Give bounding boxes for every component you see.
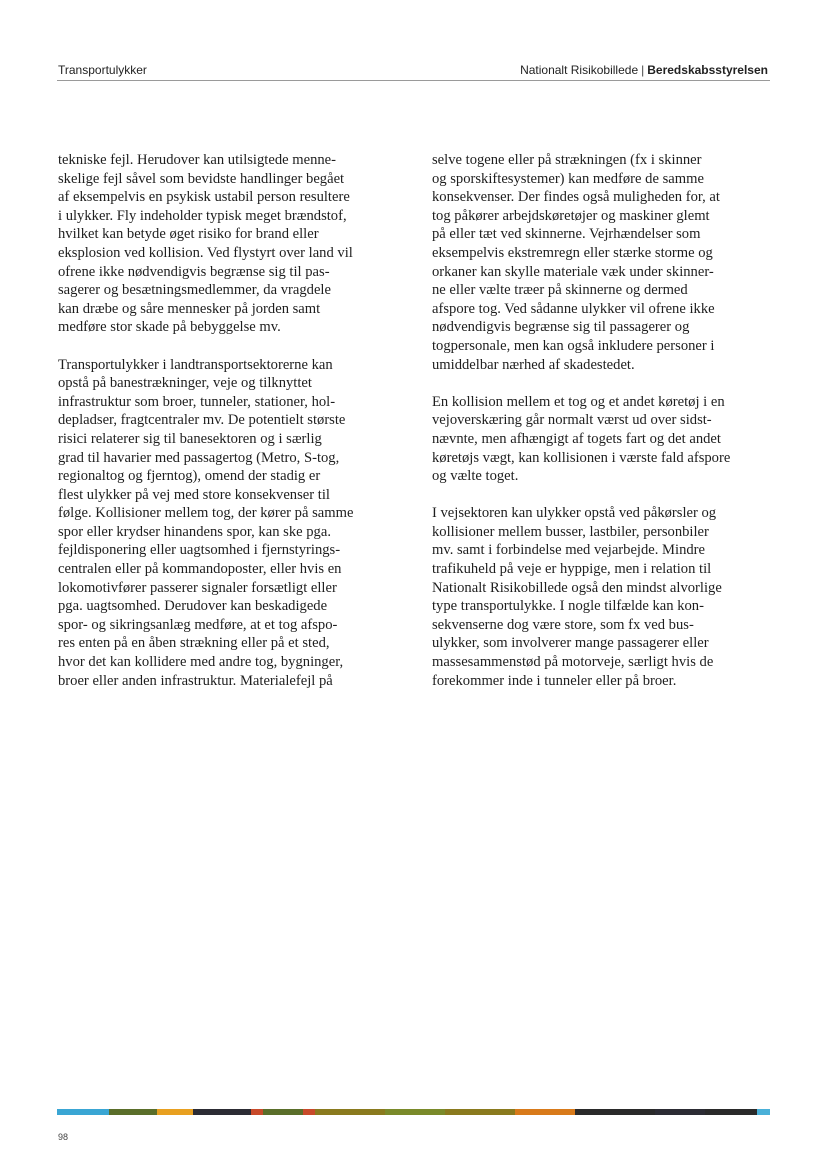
footer-bar-segment — [193, 1109, 251, 1115]
text-line: togpersonale, men kan også inkludere personer i — [432, 337, 715, 354]
text-line: hvilket kan betyde øget risiko for brand eller — [58, 226, 319, 243]
header-section-title: Transportulykker — [58, 63, 147, 77]
text-line: kollisioner mellem busser, lastbiler, personbiler — [432, 523, 709, 540]
header-separator: | — [641, 63, 645, 77]
footer-bar-segment — [575, 1109, 655, 1115]
text-line: nødvendigvis begrænse sig til passagerer og — [432, 319, 690, 336]
text-line: centralen eller på kommandoposter, eller hvis en — [58, 561, 342, 578]
paragraph — [432, 151, 772, 374]
footer-bar-segment — [705, 1109, 757, 1115]
text-line: spor- og sikringsanlæg medføre, at et tog afspo- — [58, 616, 338, 633]
footer-color-bar — [57, 1109, 770, 1115]
text-line: medføre stor skade på bebyggelse mv. — [58, 319, 281, 336]
text-line: ofrene ikke nødvendigvis begrænse sig til pas- — [58, 263, 330, 280]
text-line: tekniske fejl. Herudover kan utilsigtede menne- — [58, 152, 337, 168]
text-line: res enten på en åben strækning eller på et sted, — [58, 635, 330, 652]
footer-bar-segment — [315, 1109, 385, 1115]
text-line: følge. Kollisioner mellem tog, der kører på samme — [58, 505, 354, 522]
text-line: nævnte, men afhængigt af togets fart og det andet — [432, 430, 721, 447]
footer-bar-segment — [515, 1109, 575, 1115]
text-line: Transportulykker i landtransportsektorerne kan — [58, 356, 333, 373]
text-line: i ulykker. Fly indeholder typisk meget brændstof, — [58, 207, 347, 224]
text-line: forekommer inde i tunneler eller på broer. — [432, 672, 677, 689]
text-line: og vælte toget. — [432, 468, 519, 485]
running-header — [57, 60, 770, 81]
text-line: hvor det kan kollidere med andre tog, bygninger, — [58, 654, 344, 671]
header-publication-info — [520, 63, 768, 77]
paragraph — [58, 151, 398, 337]
paragraph — [432, 504, 772, 690]
text-line: køretøjs vægt, kan kollisionen i værste fald afspore — [432, 449, 731, 466]
text-column-right — [432, 151, 772, 709]
footer-bar-segment — [57, 1109, 109, 1115]
text-line: spor eller krydser hinandens spor, kan ske pga. — [58, 523, 331, 540]
footer-bar-segment — [109, 1109, 157, 1115]
footer-bar-segment — [385, 1109, 445, 1115]
footer-bar-segment — [251, 1109, 263, 1115]
text-line: sagerer og besætningsmedlemmer, da vragdele — [58, 282, 331, 299]
text-line: grad til havarier med passagertog (Metro, S-tog, — [58, 449, 340, 466]
text-line: regionaltog og fjerntog), omend der stadig er — [58, 468, 321, 485]
text-line: flest ulykker på vej med store konsekvenser til — [58, 486, 330, 503]
paragraph — [58, 356, 398, 691]
text-line: afspore tog. Ved sådanne ulykker vil ofrene ikke — [432, 300, 715, 317]
text-line: og sporskiftesystemer) kan medføre de samme — [432, 170, 704, 187]
text-line: eksplosion ved kollision. Ved flystyrt over land vil — [58, 244, 353, 261]
text-line: umiddelbar nærhed af skadestedet. — [432, 356, 635, 373]
footer-bar-segment — [445, 1109, 515, 1115]
footer-bar-segment — [303, 1109, 315, 1115]
text-line: vejoverskæring går normalt værst ud over sidst- — [432, 412, 712, 429]
text-line: konsekvenser. Der findes også muligheden for, at — [432, 189, 720, 206]
text-column-left — [58, 151, 398, 709]
footer-bar-segment — [263, 1109, 303, 1115]
text-line: fejldisponering eller uagtsomhed i fjernstyrings- — [58, 542, 341, 559]
text-line: infrastruktur som broer, tunneler, stationer, hol- — [58, 393, 336, 410]
text-line: af eksempelvis en psykisk ustabil person resultere — [58, 189, 350, 206]
header-publication: Nationalt Risikobillede — [520, 63, 639, 77]
text-line: depladser, fragtcentraler mv. De potentielt største — [58, 412, 346, 429]
text-line: mv. samt i forbindelse med vejarbejde. Mindre — [432, 542, 706, 559]
text-line: tog påkører arbejdskøretøjer og maskiner glemt — [432, 207, 710, 224]
text-line: orkaner kan skylle materiale væk under skinner- — [432, 263, 714, 280]
text-line: sekvenserne dog være store, som fx ved bus- — [432, 616, 694, 633]
text-line: kan dræbe og såre mennesker på jorden samt — [58, 300, 321, 317]
footer-bar-segment — [655, 1109, 705, 1115]
header-organization: Beredskabsstyrelsen — [647, 63, 768, 77]
text-line: selve togene eller på strækningen (fx i skinner — [432, 152, 702, 168]
text-line: En kollision mellem et tog og et andet køretøj i en — [432, 393, 725, 410]
text-line: pga. uagtsomhed. Derudover kan beskadigede — [58, 598, 328, 615]
text-line: eksempelvis ekstremregn eller stærke storme og — [432, 244, 713, 261]
text-line: opstå på banestrækninger, veje og tilknyttet — [58, 375, 312, 392]
text-line: massesammenstød på motorveje, særligt hvis de — [432, 654, 714, 671]
text-line: lokomotivfører passerer signaler forsætligt eller — [58, 579, 337, 596]
footer-bar-segment — [757, 1109, 770, 1115]
text-line: broer eller anden infrastruktur. Materialefejl på — [58, 672, 333, 689]
text-line: trafikuheld på veje er hyppige, men i relation til — [432, 561, 712, 578]
text-line: på eller tæt ved skinnerne. Vejrhændelser som — [432, 226, 701, 243]
page-number: 98 — [58, 1132, 69, 1142]
text-line: I vejsektoren kan ulykker opstå ved påkørsler og — [432, 505, 717, 522]
text-line: type transportulykke. I nogle tilfælde kan kon- — [432, 598, 704, 615]
text-line: ulykker, som involverer mange passagerer eller — [432, 635, 709, 652]
paragraph — [432, 393, 772, 486]
text-line: risici relaterer sig til banesektoren og i særlig — [58, 430, 322, 447]
text-line: skelige fejl såvel som bevidste handlinger begået — [58, 170, 345, 187]
text-line: Nationalt Risikobillede også den mindst alvorlige — [432, 579, 722, 596]
text-line: ne eller vælte træer på skinnerne og dermed — [432, 282, 688, 299]
footer-bar-segment — [157, 1109, 193, 1115]
